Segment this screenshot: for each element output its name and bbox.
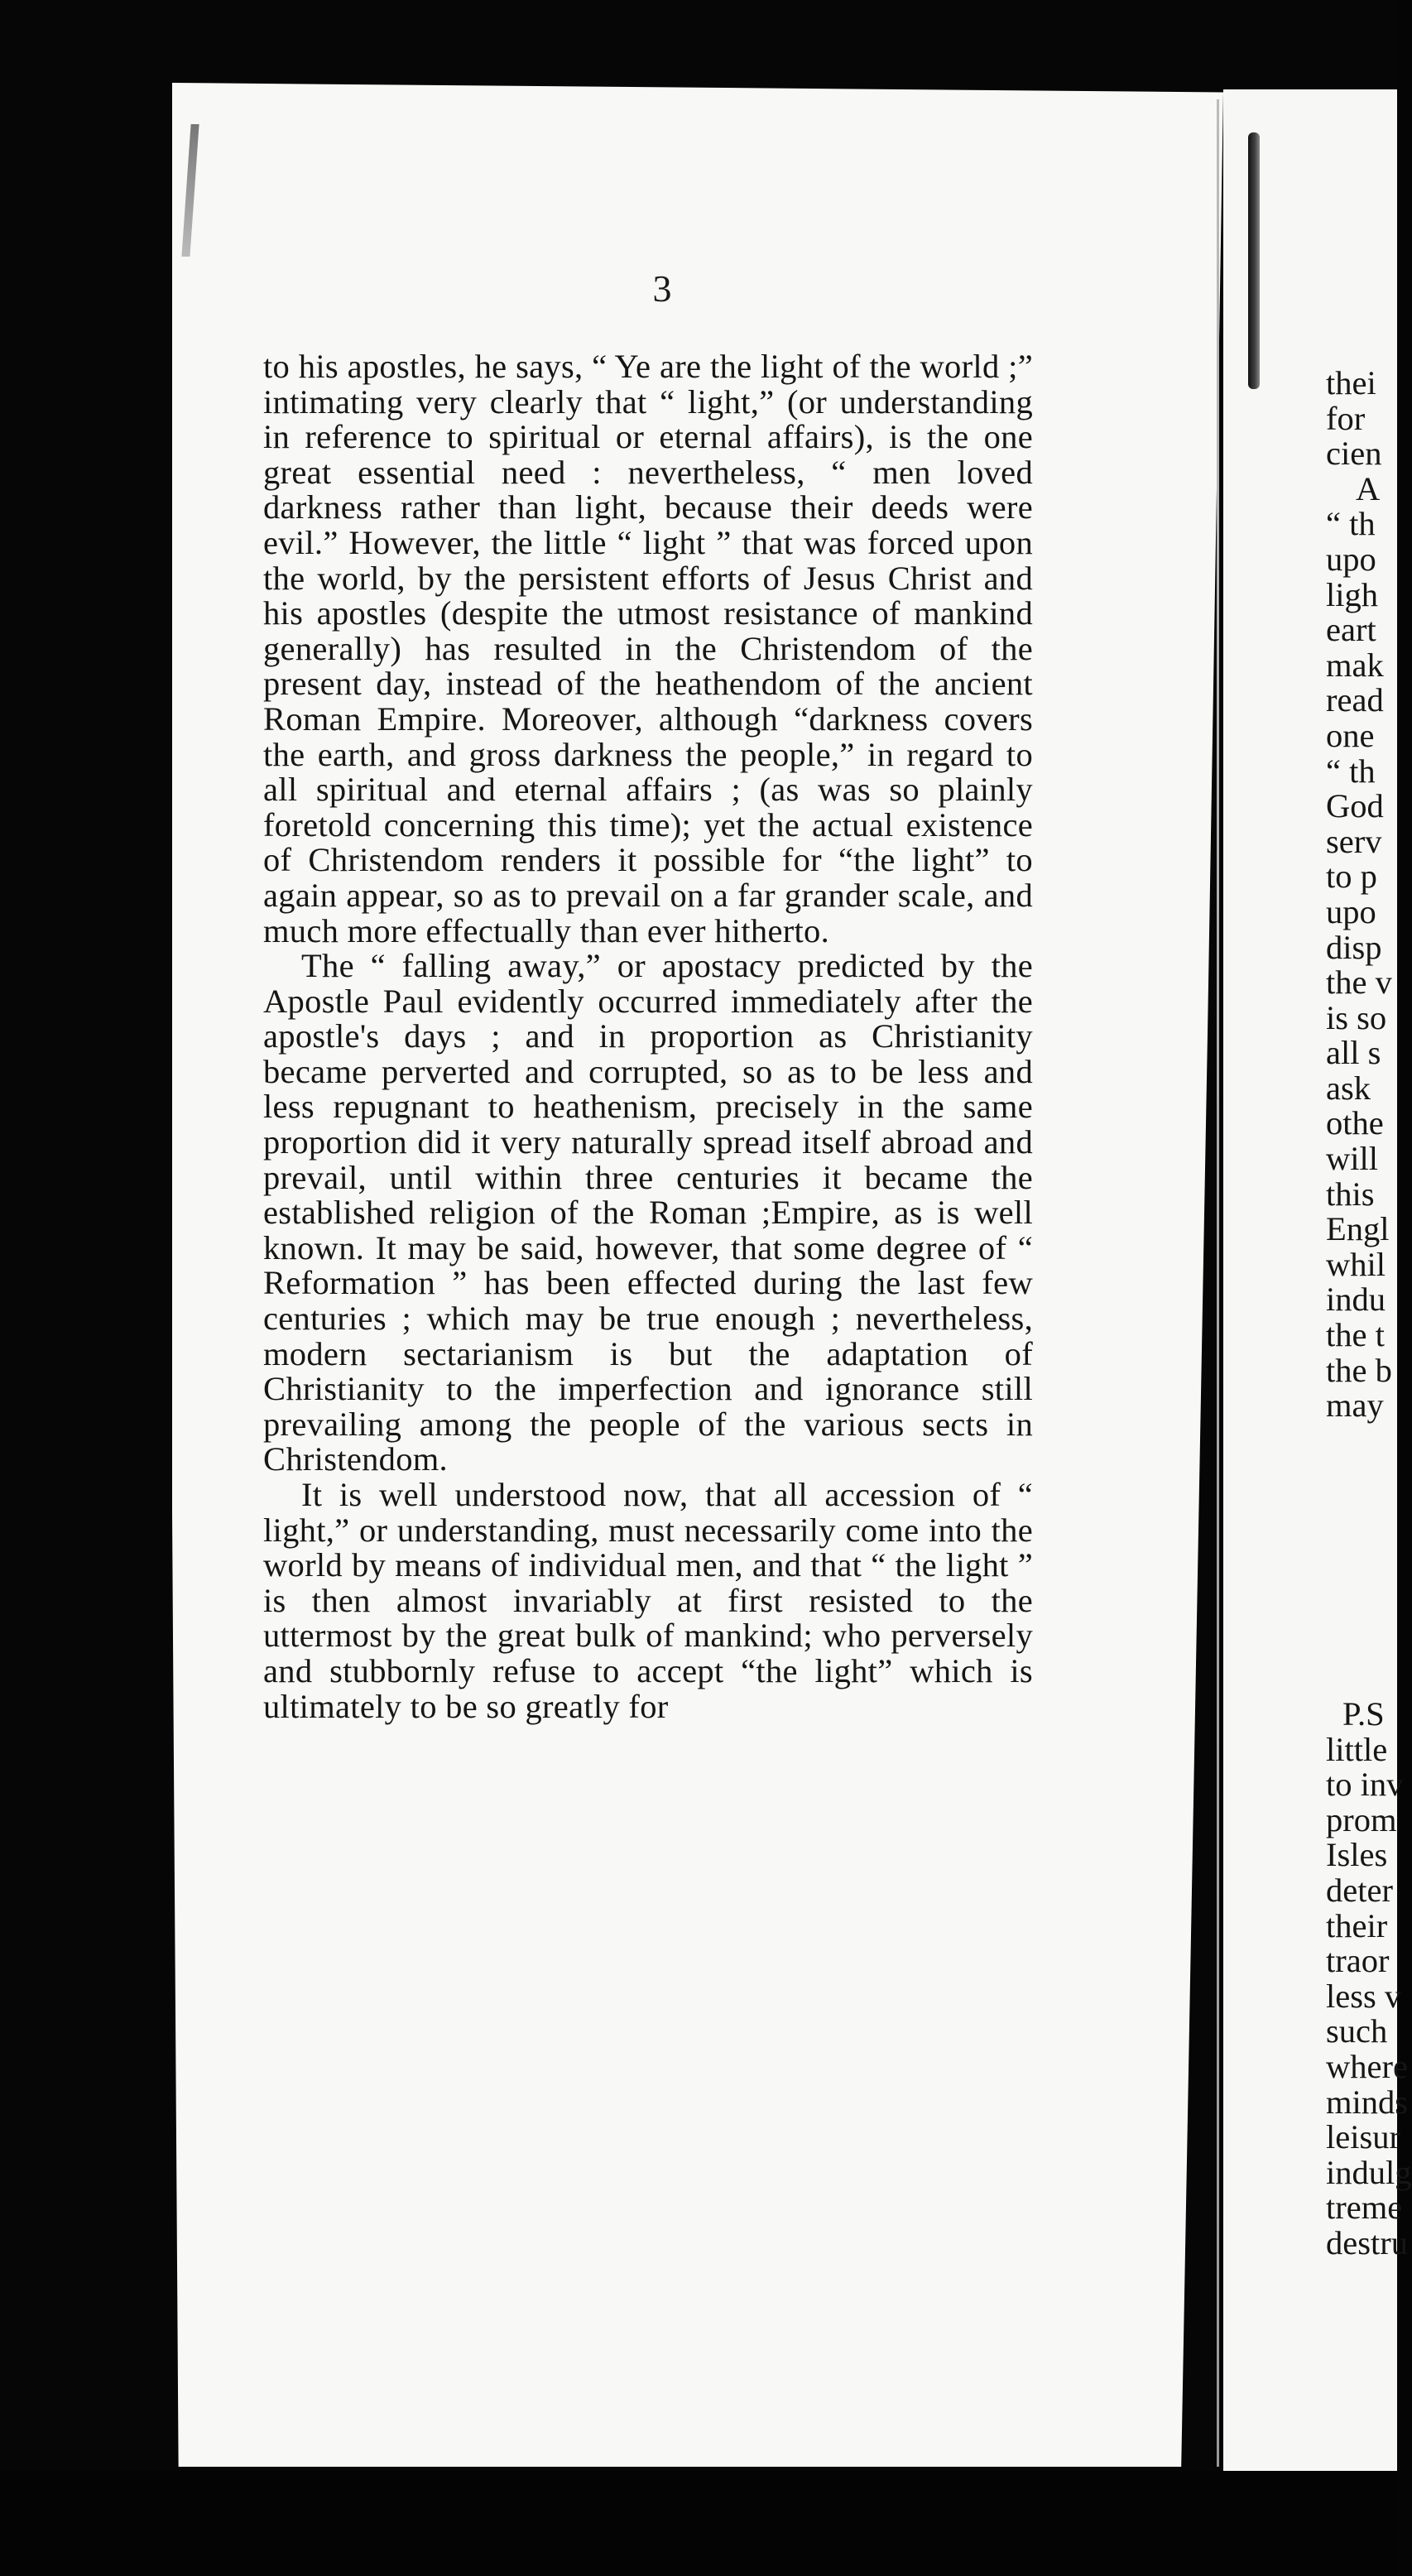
right-line: Isles	[1326, 1836, 1388, 1874]
right-line: may	[1326, 1387, 1384, 1425]
right-line: the v	[1326, 964, 1392, 1002]
right-line: is so	[1326, 998, 1387, 1036]
right-line: P.S	[1342, 1695, 1385, 1733]
right-line: A	[1356, 469, 1381, 507]
right-line: read	[1326, 681, 1384, 719]
right-line: less v	[1326, 1977, 1402, 2015]
right-line: whil	[1326, 1245, 1386, 1283]
left-page-text	[263, 349, 1033, 1724]
right-line: their	[1326, 1906, 1388, 1944]
right-line: prom	[1326, 1800, 1397, 1838]
right-line: traor	[1326, 1942, 1390, 1980]
right-line: eart	[1326, 611, 1376, 649]
right-line: indulg	[1326, 2153, 1412, 2191]
right-line: “ th	[1326, 505, 1376, 543]
page-gutter	[1217, 99, 1219, 2467]
right-page-text-bottom	[1326, 1695, 1412, 2261]
right-line: where	[1326, 2047, 1408, 2085]
page-number: 3	[652, 267, 672, 310]
right-line: disp	[1326, 928, 1382, 966]
right-line: mak	[1326, 646, 1384, 684]
right-line: the t	[1326, 1316, 1385, 1354]
right-page-text-top	[1326, 366, 1400, 1424]
paragraph-1: to his apostles, he says, “ Ye are the light of the world ;” intimating very clearly that “ light,” (or understanding in reference to spiritual or eternal affairs), is the one great essential need : nevertheless, “ men loved darkness rather than light, because their deeds were evil.” However, the little “ light ” that was forced upon the world, by the persistent efforts of Jesus Christ and his apostles (despite the utmost resistance of mankind generally) has resulted in the Christendom of the present day, instead of the heathendom of the ancient Roman Empire. Moreover, although “darkness covers the earth, and gross darkness the people,” in regard to all spiritual and eternal affairs ; (as was so plainly foretold concerning this time); yet the actual existence of Christendom renders it possible for “the light” to again appear, so as to prevail on a far grander scale, and much more effectually than ever hitherto.	[263, 348, 1033, 949]
right-line: destru	[1326, 2223, 1408, 2261]
right-line: ligh	[1326, 575, 1379, 613]
paragraph-2: The “ falling away,” or apostacy predicted by the Apostle Paul evidently occurred immediately after the apostle's days ; and in proportion as Christianity became perverted and corrupted, so as to be less and less repugnant to heathenism, precisely in the same proportion did it very naturally spread itself abroad and prevail, until within three centuries it became the established religion of the Roman ;Empire, as is well known. It may be said, however, that some degree of “ Reformation ” has been effected during the last few centuries ; which may be true enough ; nevertheless, modern sectarianism is but the adaptation of Christianity to the imperfection and ignorance still prevailing among the people of the various sects in Christendom.	[263, 947, 1033, 1478]
right-line: one	[1326, 716, 1375, 754]
right-line: to p	[1326, 858, 1377, 896]
right-line: “ th	[1326, 752, 1376, 790]
right-line: Engl	[1326, 1210, 1390, 1248]
right-line: ask	[1326, 1069, 1371, 1107]
right-line: upo	[1326, 892, 1376, 930]
right-line: serv	[1326, 822, 1382, 860]
right-line: minds	[1326, 2083, 1409, 2121]
right-line: for	[1326, 399, 1366, 437]
right-line: cien	[1326, 435, 1382, 473]
right-line: such	[1326, 2012, 1388, 2050]
right-line: upo	[1326, 540, 1376, 578]
right-line: thei	[1326, 364, 1376, 401]
paragraph-3: It is well understood now, that all accession of “ light,” or understanding, must necessarily come into the world by means of individual men, and that “ the light ” is then almost invariably at first resisted to the uttermost by the great bulk of mankind; who perversely and stubbornly refuse to accept “the light” which is ultimately to be so greatly for	[263, 1476, 1033, 1725]
right-line: all s	[1326, 1034, 1381, 1072]
right-line: little	[1326, 1730, 1388, 1768]
right-line: othe	[1326, 1104, 1384, 1142]
right-line: leisur	[1326, 2118, 1400, 2156]
right-line: God	[1326, 787, 1384, 825]
right-line: to inv	[1326, 1766, 1404, 1804]
right-line: the b	[1326, 1351, 1392, 1389]
right-line: treme	[1326, 2189, 1403, 2227]
binding-shadow	[1248, 132, 1260, 389]
right-line: this	[1326, 1175, 1375, 1213]
right-line: indu	[1326, 1281, 1386, 1319]
right-line: deter	[1326, 1871, 1393, 1909]
scan-bottom-border	[0, 2471, 1397, 2576]
right-line: will	[1326, 1140, 1379, 1178]
